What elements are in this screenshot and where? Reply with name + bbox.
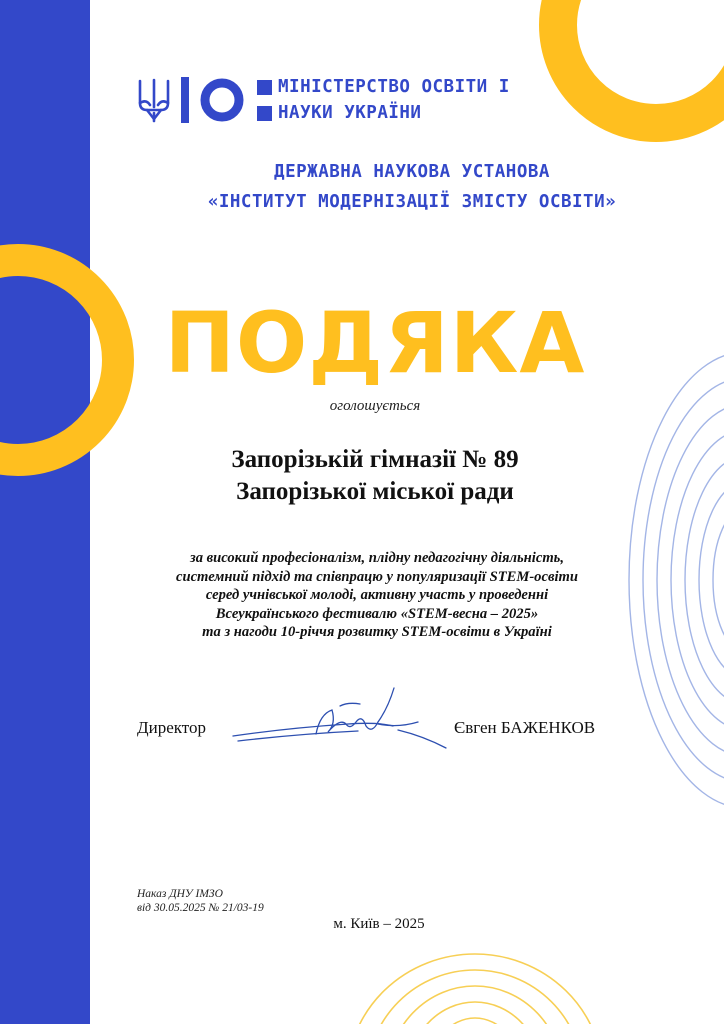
recipient-line1: Запорізькій гімназії № 89 [231,446,519,473]
ministry-name-line1: МІНІСТЕРСТВО ОСВІТИ І [278,77,510,97]
top-right-ring [558,0,724,123]
reason-line: за високий професіоналізм, плідну педагогічну діяльність, [190,550,564,566]
ministry-name-line2: НАУКИ УКРАЇНИ [278,103,422,123]
reason-line: та з нагоди 10-річчя розвитку STEM-освіти в Україні [202,624,552,641]
io-logo-bar [181,77,189,123]
institution-line1: ДЕРЖАВНА НАУКОВА УСТАНОВА [274,162,550,182]
ministry-header [137,70,510,130]
left-ring [0,260,118,460]
city-year: м. Київ – 2025 [333,916,425,932]
io-logo-icon [199,77,245,123]
signatory-name: Євген БАЖЕНКОВ [454,718,596,737]
reason-line: системний підхід та співпрацю у популяризації STEM-освіти [175,568,578,585]
reason-line: Всеукраїнського фестивалю «STEM-весна – 2025» [215,605,539,622]
recipient-line2: Запорізької міської ради [236,478,514,505]
institution-line2: «ІНСТИТУТ МОДЕРНІЗАЦІЇ ЗМІСТУ ОСВІТИ» [207,192,617,212]
reason-line: серед учнівської молоді, активну участь у проведенні [205,587,549,604]
signatory-title: Директор [137,718,206,737]
order-line2: від 30.05.2025 № 21/03-19 [137,902,264,914]
bottom-concentric-lines [347,954,603,1024]
order-line1: Наказ ДНУ ІМЗО [137,888,223,900]
square-bullet-icon [257,106,272,121]
announced-text: оголошується [329,398,421,414]
order-reference [137,887,264,915]
recipient [120,444,630,508]
handwritten-signature [228,684,450,756]
trident-icon [137,77,171,123]
square-bullet-icon [257,80,272,95]
reason-text [110,549,644,642]
certificate-title: ПОДЯКА [164,294,586,392]
